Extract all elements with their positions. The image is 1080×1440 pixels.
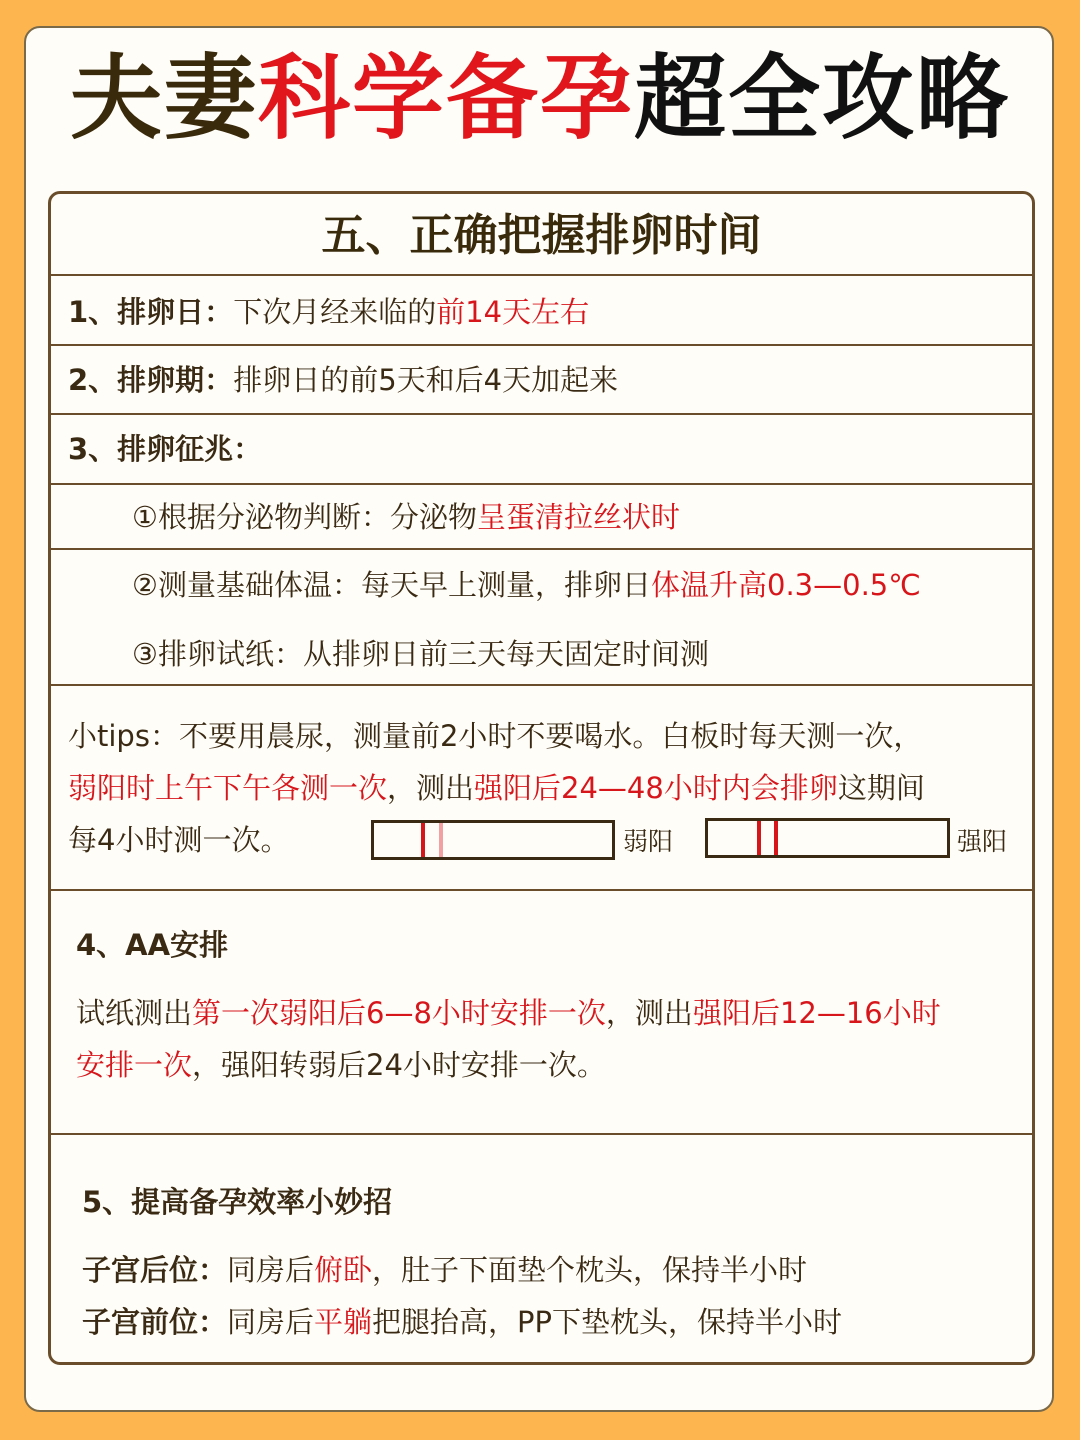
tricks-text: ，肚子下面垫个枕头，保持半小时 [372,1253,808,1287]
aa-highlight: 第一次弱阳后6—8小时安排一次 [192,996,606,1030]
tricks-text: 把腿抬高，PP下垫枕头，保持半小时 [372,1305,843,1339]
section-heading: 五、正确把握排卵时间 [321,210,762,261]
tips-highlight: 弱阳时上午下午各测一次 [68,771,388,805]
sign-text: ②测量基础体温：每天早上测量，排卵日 [132,568,651,602]
test-line-strong [774,821,778,855]
row-label: 1、排卵日： [68,295,234,329]
aa-heading: 4、AA安排 [76,928,229,962]
tips-line-2 [68,768,925,808]
sign-text: ①根据分泌物判断：分泌物 [132,500,477,534]
aa-line-2 [76,1045,606,1085]
tricks-heading: 5、提高备孕效率小妙招 [82,1185,393,1219]
tricks-highlight: 平躺 [314,1305,373,1339]
tips-line-1: 小tips：不要用晨尿，测量前2小时不要喝水。白板时每天测一次， [68,719,923,753]
row-text: 下次月经来临的 [233,295,437,329]
row-ovulation-signs [68,429,262,469]
tricks-label: 子宫后位： [82,1253,228,1287]
divider [48,344,1035,346]
weak-positive-label: 弱阳 [623,827,674,856]
row-highlight: 前14天左右 [436,295,590,329]
title-part-2: 科学备孕 [257,45,634,152]
sign-discharge [132,497,680,537]
divider [48,1133,1035,1135]
divider [48,684,1035,686]
divider [48,413,1035,415]
tricks-line-2 [82,1302,842,1342]
sign-temperature [132,565,921,605]
row-ovulation-day [68,292,589,332]
row-ovulation-period [68,360,618,400]
row-label: 3、排卵征兆： [68,432,263,466]
page-title [0,44,1080,154]
aa-text: ，测出 [605,996,693,1030]
tricks-highlight: 俯卧 [314,1253,373,1287]
test-line-faint [439,823,443,857]
aa-highlight: 强阳后12—16小时 [692,996,941,1030]
control-line [757,821,761,855]
tricks-text: 同房后 [227,1253,315,1287]
tips-line-3: 每4小时测一次。 [68,823,290,857]
control-line [421,823,425,857]
weak-positive-strip [371,820,615,860]
strong-positive-label: 强阳 [957,827,1008,856]
sign-highlight: 呈蛋清拉丝状时 [477,500,681,534]
aa-text: ，强阳转弱后24小时安排一次。 [192,1048,606,1082]
aa-text: 试纸测出 [76,996,193,1030]
divider [48,274,1035,276]
tricks-line-1 [82,1250,807,1290]
strong-positive-strip [705,818,950,858]
tips-highlight: 强阳后24—48小时内会排卵 [474,771,838,805]
sign-highlight: 体温升高0.3—0.5℃ [651,568,921,602]
row-label: 2、排卵期： [68,363,234,397]
row-text: 排卵日的前5天和后4天加起来 [233,363,619,397]
divider [48,548,1035,550]
tricks-text: 同房后 [227,1305,315,1339]
aa-highlight: 安排一次 [76,1048,193,1082]
tips-text: ，测出 [387,771,475,805]
aa-line-1 [76,993,941,1033]
tricks-label: 子宫前位： [82,1305,228,1339]
tips-text: 这期间 [837,771,925,805]
title-part-1: 夫妻 [69,45,258,152]
sign-text: ③排卵试纸：从排卵日前三天每天固定时间测 [132,637,709,671]
divider [48,889,1035,891]
sign-test-strip [132,634,709,674]
title-part-3: 超全攻略 [634,45,1011,152]
divider [48,483,1035,485]
